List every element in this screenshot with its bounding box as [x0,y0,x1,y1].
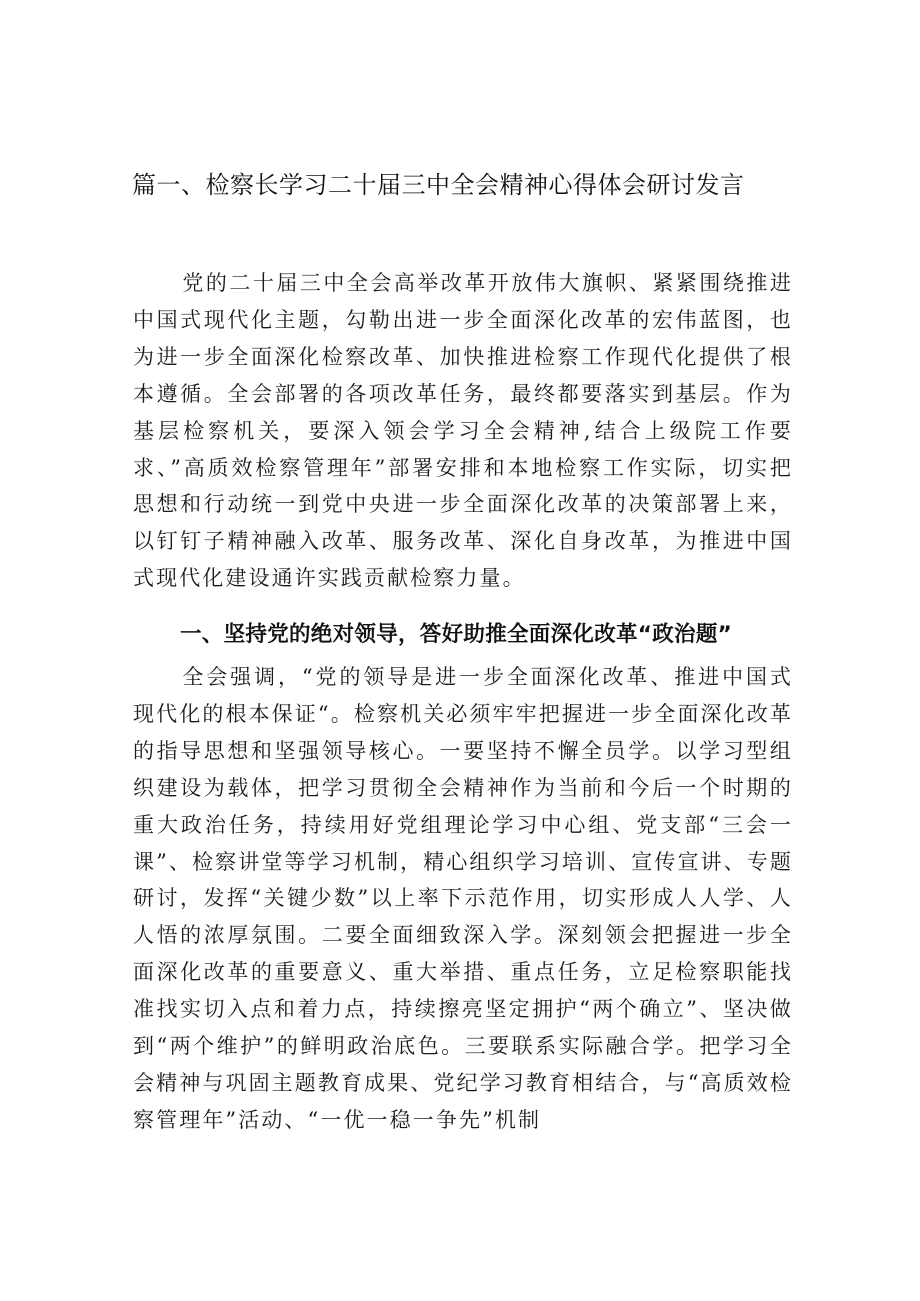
intro-paragraph: 党的二十届三中全会高举改革开放伟大旗帜、紧紧围绕推进中国式现代化主题，勾勒出进一步全面深化改革的宏伟蓝图，也为进一步全面深化检察改革、加快推进检察工作现代化提供了根本遵循。全会部署的各项改革任务，最终都要落实到基层。作为基层检察机关，要深入领会学习全会精神,结合上级院工作要求、”高质效检察管理年”部署安排和本地检察工作实际，切实把思想和行动统一到党中央进一步全面深化改革的决策部署上来，以钉钉子精神融入改革、服务改革、深化自身改革，为推进中国式现代化建设通许实践贡献检察力量。 [133,271,793,591]
section-heading: 一、坚持党的绝对领导，答好助推全面深化改革“政治题” [180,622,733,647]
section-paragraph: 全会强调，“党的领导是进一步全面深化改革、推进中国式现代化的根本保证“。检察机关必须牢牢把握进一步全面深化改革的指导思想和坚强领导核心。一要坚持不懈全员学。以学习型组织建设为载体，把学习贯彻全会精神作为当前和今后一个时期的重大政治任务，持续用好党组理论学习中心组、党支部“三会一课”、检察讲堂等学习机制，精心组织学习培训、宣传宣讲、专题研讨，发挥“关键少数”以上率下示范作用，切实形成人人学、人人悟的浓厚氛围。二要全面细致深入学。深刻领会把握进一步全面深化改革的重要意义、重大举措、重点任务，立足检察职能找准找实切入点和着力点，持续擦亮坚定拥护“两个确立”、坚决做到“两个维护”的鲜明政治底色。三要联系实际融合学。把学习全会精神与巩固主题教育成果、党纪学习教育相结合，与“高质效检察管理年”活动、“一优一稳一争先”机制 [133,665,793,1132]
document-title: 篇一、检察长学习二十届三中全会精神心得体会研讨发言 [132,171,745,199]
